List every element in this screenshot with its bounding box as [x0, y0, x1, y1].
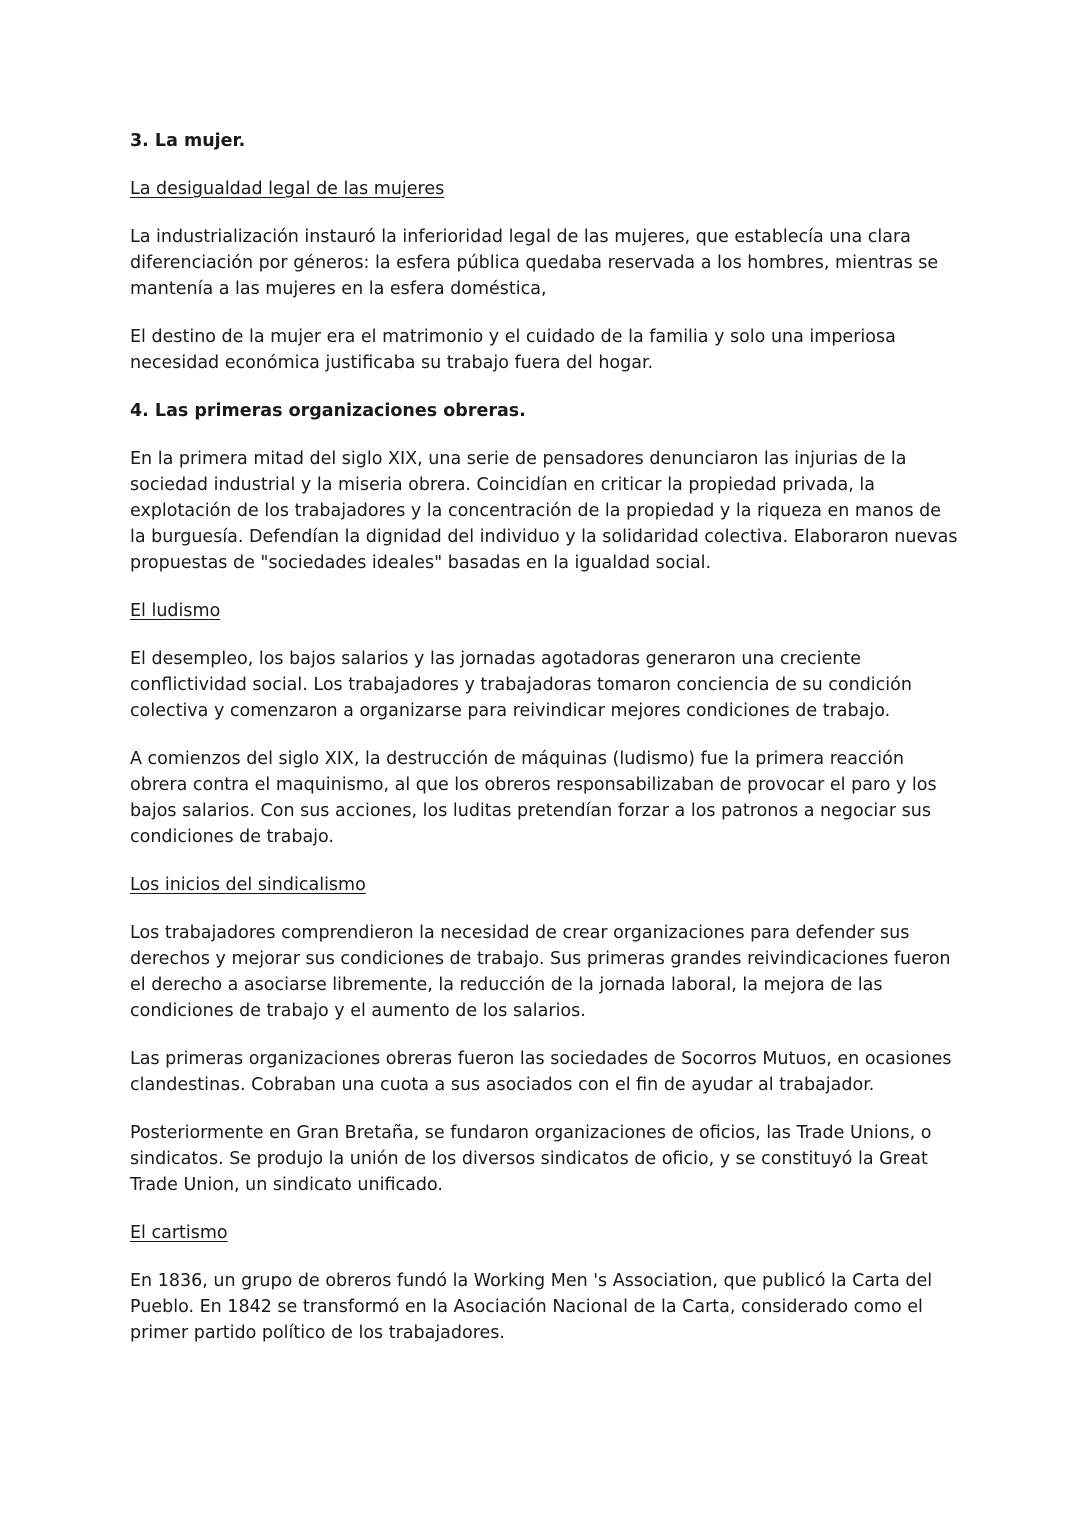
paragraph: El desempleo, los bajos salarios y las jornadas agotadoras generaron una creciente conflictividad social. Los trabajadores y trabajadoras tomaron conciencia de su condición colectiva y comenzaron a organizarse para reivindicar mejores condiciones de trabajo.	[130, 649, 912, 721]
subheading-ludismo: El ludismo	[130, 601, 221, 621]
document-page	[130, 128, 960, 1368]
paragraph: El destino de la mujer era el matrimonio y el cuidado de la familia y solo una imperiosa necesidad económica justificaba su trabajo fuera del hogar.	[130, 327, 896, 373]
section-heading-la-mujer: 3. La mujer.	[130, 131, 246, 151]
subheading-sindicalismo: Los inicios del sindicalismo	[130, 875, 366, 895]
paragraph: La industrialización instauró la inferioridad legal de las mujeres, que establecía una clara diferenciación por géneros: la esfera pública quedaba reservada a los hombres, mientras se mantenía a las mujeres en la esfera doméstica,	[130, 227, 939, 299]
subheading-desigualdad-legal: La desigualdad legal de las mujeres	[130, 179, 445, 199]
subheading-cartismo: El cartismo	[130, 1223, 228, 1243]
paragraph: Posteriormente en Gran Bretaña, se fundaron organizaciones de oficios, las Trade Unions, o sindicatos. Se produjo la unión de los diversos sindicatos de oficio, y se constituyó la Great Trade Union, un sindicato unificado.	[130, 1123, 932, 1195]
section-heading-organizaciones-obreras: 4. Las primeras organizaciones obreras.	[130, 401, 526, 421]
paragraph: Los trabajadores comprendieron la necesidad de crear organizaciones para defender sus derechos y mejorar sus condiciones de trabajo. Sus primeras grandes reivindicaciones fueron el derecho a asociarse libremente, la reducción de la jornada laboral, la mejora de las condiciones de trabajo y el aumento de los salarios.	[130, 923, 951, 1021]
paragraph: En la primera mitad del siglo XIX, una serie de pensadores denunciaron las injurias de la sociedad industrial y la miseria obrera. Coincidían en criticar la propiedad privada, la explotación de los trabajadores y la concentración de la propiedad y la riqueza en manos de la burguesía. Defendían la dignidad del individuo y la solidaridad colectiva. Elaboraron nuevas propuestas de "sociedades ideales" basadas en la igualdad social.	[130, 449, 958, 573]
paragraph: A comienzos del siglo XIX, la destrucción de máquinas (ludismo) fue la primera reacción obrera contra el maquinismo, al que los obreros responsabilizaban de provocar el paro y los bajos salarios. Con sus acciones, los luditas pretendían forzar a los patronos a negociar sus condiciones de trabajo.	[130, 749, 937, 847]
paragraph: En 1836, un grupo de obreros fundó la Working Men 's Association, que publicó la Carta del Pueblo. En 1842 se transformó en la Asociación Nacional de la Carta, considerado como el primer partido político de los trabajadores.	[130, 1271, 933, 1343]
paragraph: Las primeras organizaciones obreras fueron las sociedades de Socorros Mutuos, en ocasiones clandestinas. Cobraban una cuota a sus asociados con el fin de ayudar al trabajador.	[130, 1049, 952, 1095]
